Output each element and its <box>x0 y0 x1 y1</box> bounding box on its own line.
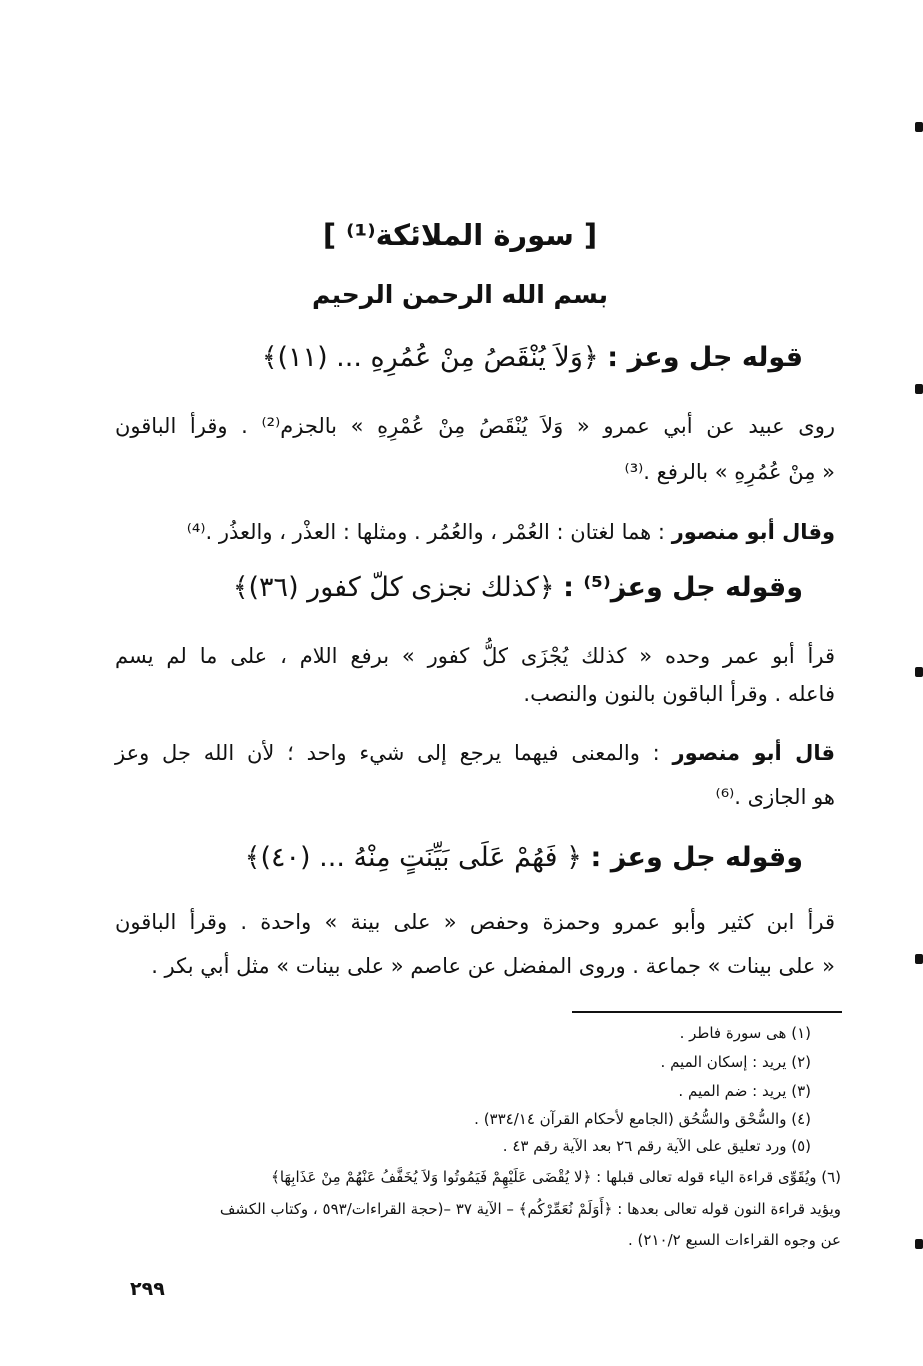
footnote-2: (٢) يريد : إسكان الميم . <box>660 1053 811 1071</box>
footnote-6-line1: (٦) ويُقَوِّى قراءة الياء قوله تعالى قبلها : ﴿لا يُقْضَى عَلَيْهِمْ فَيَمُوتُوا وَلاَ يُخَفَّفُ عَنْهُمْ مِنْ عَذَابِهَا﴾ <box>271 1168 841 1186</box>
para5-line1: قرأ ابن كثير وأبو عمرو وحمزة وحفص « على بينة » واحدة . وقرأ الباقون <box>115 910 835 934</box>
para4-text: : والمعنى فيهما يرجع إلى شيء واحد ؛ لأن الله جل وعز <box>115 741 660 765</box>
page-number: ٢٩٩ <box>130 1278 165 1300</box>
basmala: بسم الله الرحمن الرحيم <box>312 280 608 309</box>
margin-mark <box>915 667 923 677</box>
para4-line1 <box>115 741 835 765</box>
para4-lead: قال أبو منصور <box>672 741 835 765</box>
verse-text-3: ﴿ فَهُمْ عَلَى بَيِّنَتٍ مِنْهُ ... (٤٠)﴾ <box>244 842 582 873</box>
verse-heading-1 <box>123 342 803 373</box>
footnote-4: (٤) والسُّحْق والسُّحُق (الجامع لأحكام القرآن ٣٣٤/١٤) . <box>474 1110 811 1128</box>
footnote-1: (١) هى سورة فاطر . <box>679 1024 811 1042</box>
margin-mark <box>915 954 923 964</box>
verse-heading-2 <box>123 572 803 603</box>
footnote-6-line2: ويؤيد قراءة النون قوله تعالى بعدها : ﴿أَوَلَمْ نُعَمِّرْكُم﴾ – الآية ٣٧ –(حجة القراءات/٥٩٣ ، وكتاب الكشف <box>219 1200 841 1218</box>
para2-lead: وقال أبو منصور <box>671 520 835 544</box>
footnote-divider <box>572 1011 842 1013</box>
margin-mark <box>915 1239 923 1249</box>
footnote-3: (٣) يريد : ضم الميم . <box>678 1082 811 1100</box>
verse-lead-3: وقوله جل وعز : <box>590 842 803 873</box>
verse-lead-1: قوله جل وعز : <box>607 342 803 373</box>
para3-line2: فاعله . وقرأ الباقون بالنون والنصب. <box>523 682 835 706</box>
para2-line <box>115 520 835 544</box>
margin-mark <box>915 384 923 394</box>
surah-title: [ سورة الملائكة⁽¹⁾ ] <box>322 218 598 252</box>
margin-mark <box>915 122 923 132</box>
verse-lead-2: وقوله جل وعز⁽⁵⁾ : <box>563 572 803 603</box>
footnote-5: (٥) ورد تعليق على الآية رقم ٢٦ بعد الآية رقم ٤٣ . <box>502 1137 811 1155</box>
footnote-6-line3: عن وجوه القراءات السبع ٢١٠/٢) . <box>628 1231 841 1249</box>
para4-line2: هو الجازى .⁽⁶⁾ <box>715 785 835 809</box>
verse-text-1: ﴿وَلاَ يُنْقَصُ مِنْ عُمُرِهِ ... (١١)﴾ <box>261 342 599 373</box>
para1-line2: « مِنْ عُمُرِهِ » بالرفع .⁽³⁾ <box>624 460 835 484</box>
verse-text-2: ﴿كذلك نجزى كلّ كفور (٣٦)﴾ <box>232 572 555 603</box>
para3-line1: قرأ أبو عمر وحده « كذلك يُجْزَى كلُّ كفور » برفع اللام ، على ما لم يسم <box>115 644 835 668</box>
para5-line2: « على بينات » جماعة . وروى المفضل عن عاصم « على بينات » مثل أبي بكر . <box>151 954 835 978</box>
para2-text: : هما لغتان : العُمْر ، والعُمُر . ومثلها : العذْر ، والعذُر .⁽⁴⁾ <box>186 520 665 544</box>
verse-heading-3 <box>123 842 803 873</box>
para1-line1: روى عبيد عن أبي عمرو « وَلاَ يُنْقَصُ مِنْ عُمْرِهِ » بالجزم⁽²⁾ . وقرأ الباقون <box>115 414 835 438</box>
